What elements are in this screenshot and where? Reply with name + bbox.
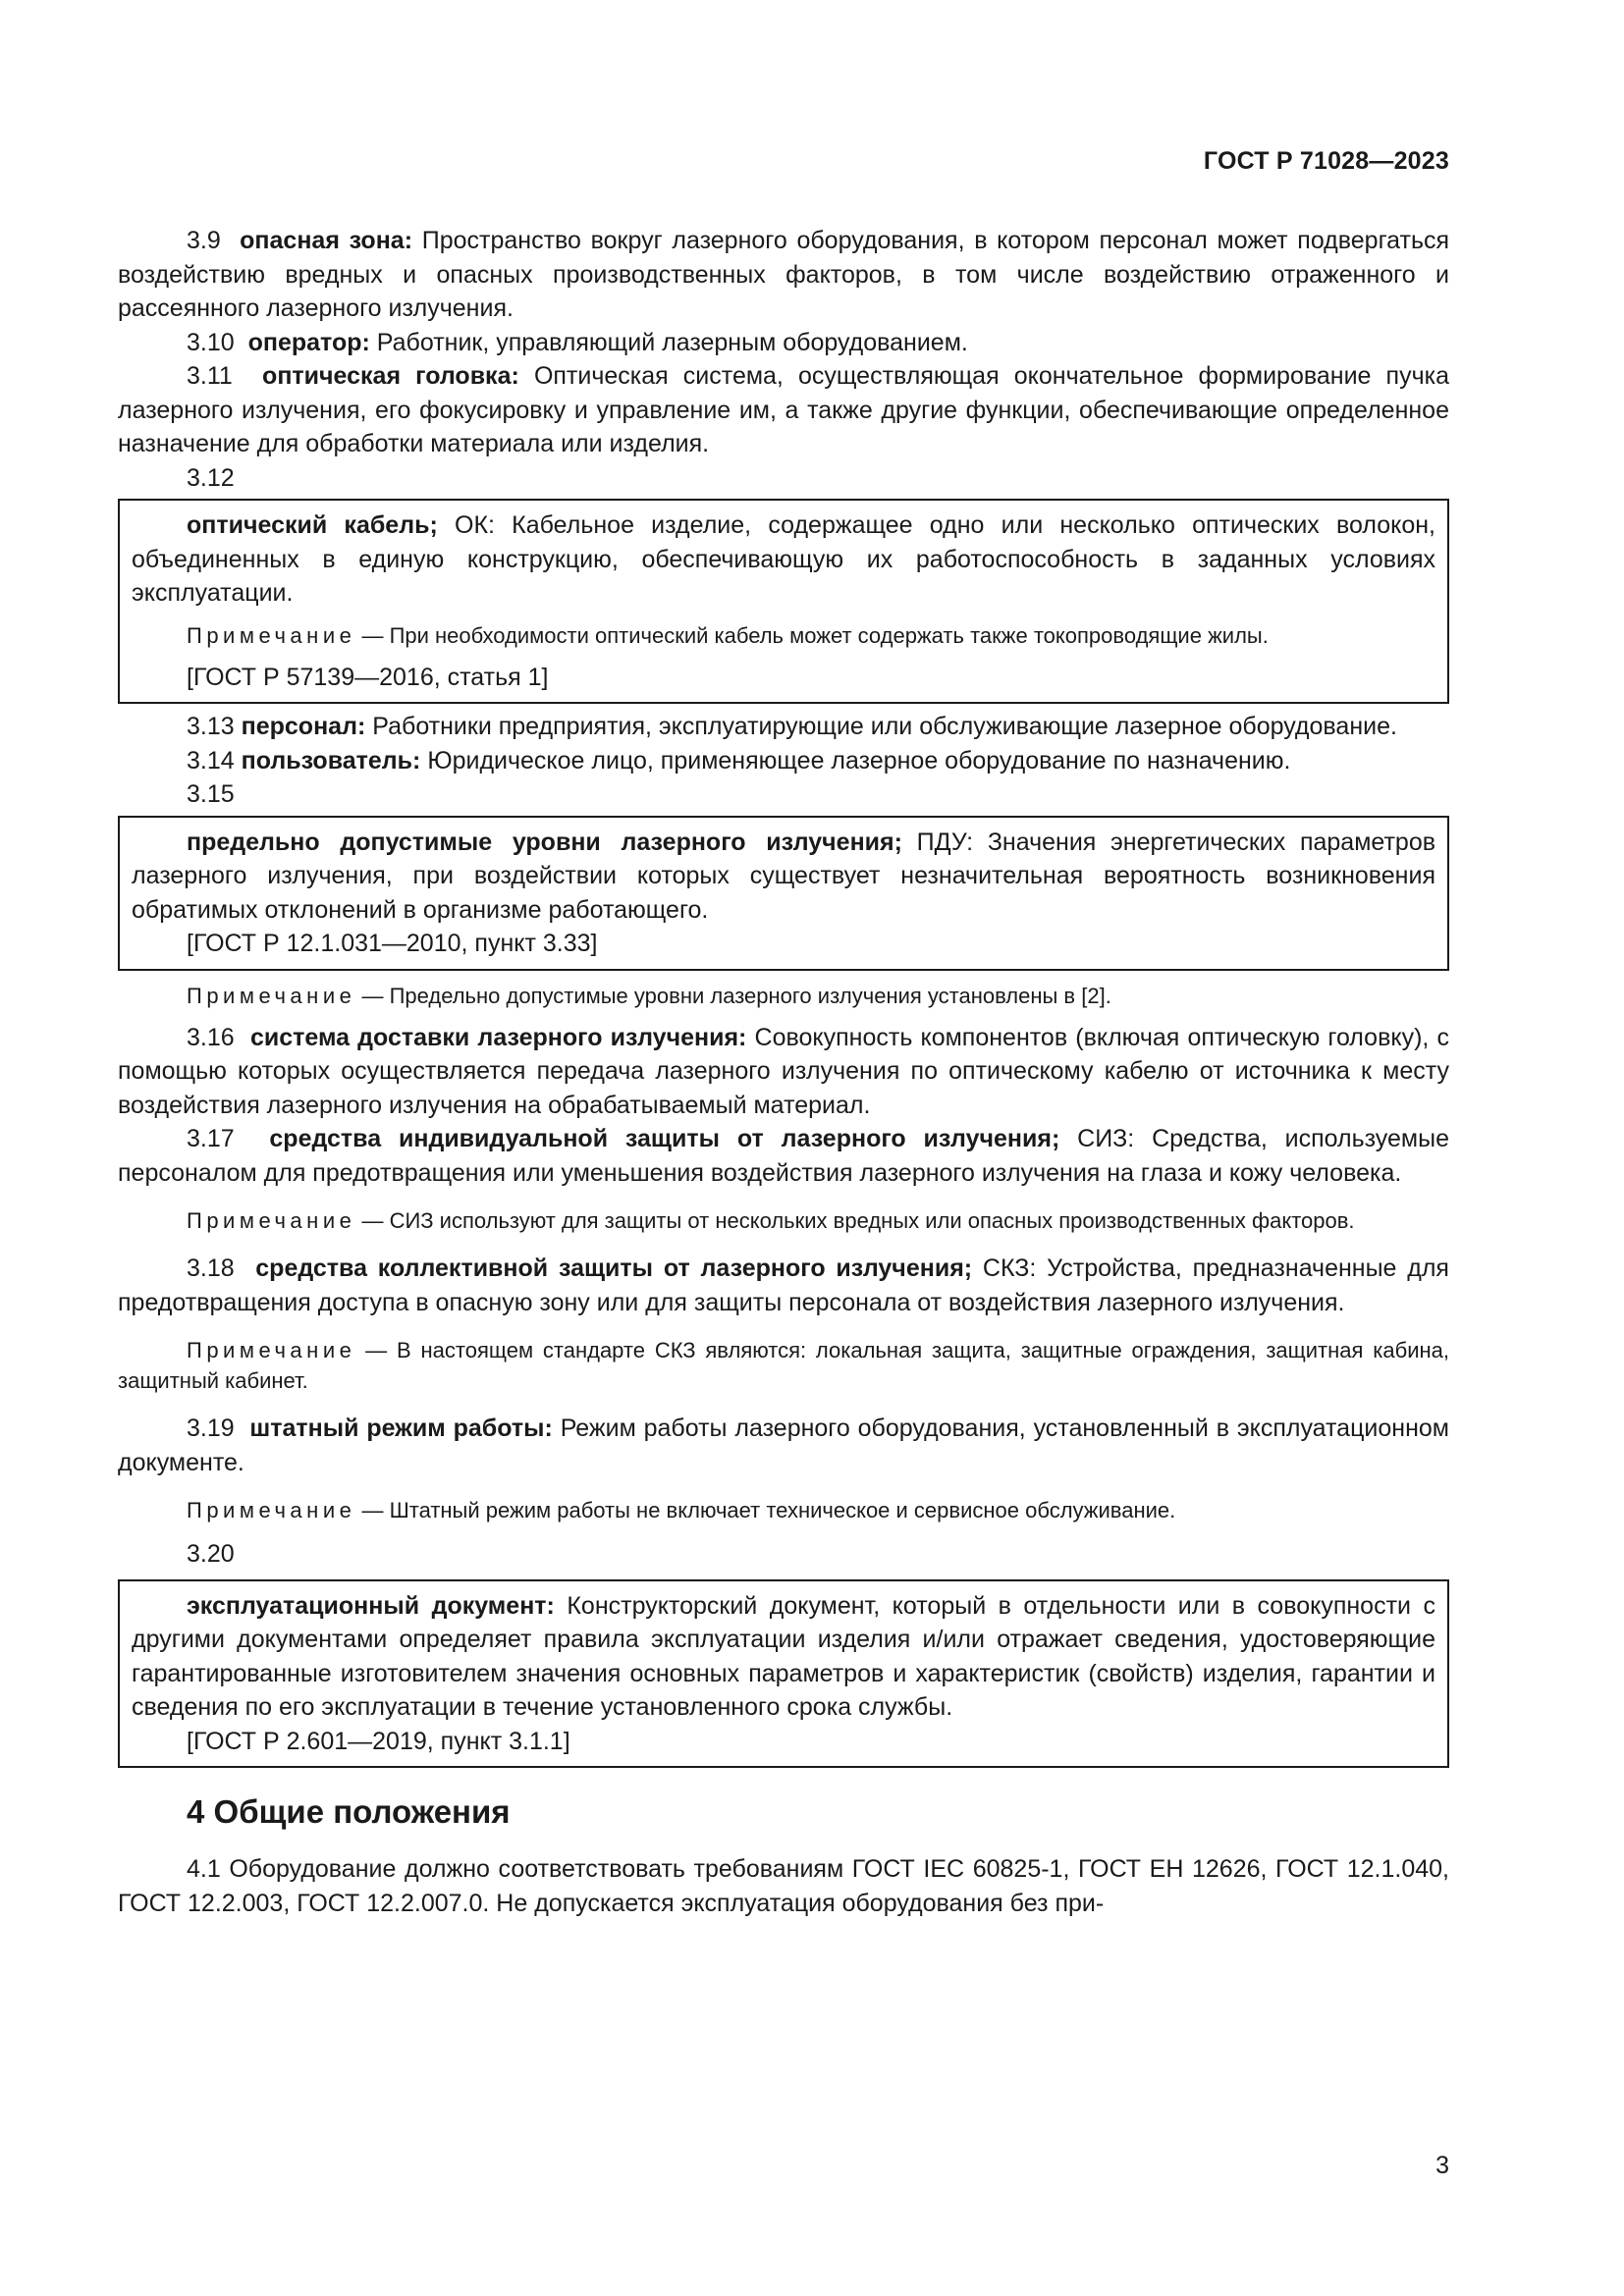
definition-number-3-12: 3.12 [187, 463, 235, 492]
note-3-17: Примечание — СИЗ используют для защиты от нескольких вредных или опасных производственных факторов. [187, 1208, 1355, 1233]
page-number: 3 [1435, 2152, 1449, 2179]
definition-3-18: 3.18 средства коллективной защиты от лазерного излучения; СКЗ: Устройства, предназначенные для предотвращения доступа в опасную зону или для защиты персонала от воздействия лазерного излучения. [118, 1255, 1449, 1316]
definition-box-3-15 [118, 816, 1449, 971]
definition-3-11: 3.11 оптическая головка: Оптическая система, осуществляющая окончательное формирование пучка лазерного излучения, его фокусировку и управление им, а также другие функции, обеспечивающие определенное назначение для обработки материала или изделия. [118, 362, 1450, 457]
source-3-12: [ГОСТ Р 57139—2016, статья 1] [187, 663, 549, 691]
note-3-18: Примечание — В настоящем стандарте СКЗ являются: локальная защита, защитные ограждения, защитная кабина, защитный кабинет. [118, 1338, 1449, 1393]
paragraph-4-1: 4.1 Оборудование должно соответствовать требованиям ГОСТ IEC 60825-1, ГОСТ ЕН 12626, ГОСТ 12.1.040, ГОСТ 12.2.003, ГОСТ 12.2.007.0. Не допускается эксплуатация оборудования без при- [118, 1855, 1449, 1917]
section-4-heading: 4 Общие положения [187, 1793, 511, 1830]
definition-3-15: предельно допустимые уровни лазерного излучения; ПДУ: Значения энергетических параметров лазерного излучения, при воздействии которых существует незначительная вероятность возникновения обратимых отклонений в организме работающего. [132, 828, 1436, 924]
definition-3-14: 3.14 пользователь: Юридическое лицо, применяющее лазерное оборудование по назначению. [187, 746, 1291, 774]
definition-3-20: эксплуатационный документ: Конструкторский документ, который в отдельности или в совокупности с другими документами определяет правила эксплуатации изделия и/или отражает сведения, удостоверяющие гарантированные изготовителем значения основных параметров и характеристик (свойств) изделия, гарантии и сведения по его эксплуатации в течение установленного срока службы. [132, 1591, 1435, 1721]
definition-3-17: 3.17 средства индивидуальной защиты от лазерного излучения; СИЗ: Средства, используемые персоналом для предотвращения или уменьшения воздействия лазерного излучения на глаза и кожу человека. [118, 1125, 1449, 1187]
source-3-20: [ГОСТ Р 2.601—2019, пункт 3.1.1] [187, 1727, 570, 1755]
source-3-15: [ГОСТ Р 12.1.031—2010, пункт 3.33] [187, 930, 598, 957]
definition-number-3-15: 3.15 [187, 780, 235, 808]
definition-3-9: 3.9 опасная зона: Пространство вокруг лазерного оборудования, в котором персонал может подвергаться воздействию вредных и опасных производственных факторов, в том числе воздействию отраженного и рассеянного лазерного излучения. [118, 227, 1450, 322]
definition-3-10: 3.10 оператор: Работник, управляющий лазерным оборудованием. [187, 328, 968, 356]
note-3-15: Примечание — Предельно допустимые уровни лазерного излучения установлены в [2]. [187, 983, 1111, 1008]
document-code: ГОСТ Р 71028—2023 [1203, 147, 1449, 175]
definition-3-16: 3.16 система доставки лазерного излучения: Совокупность компонентов (включая оптическую головку), с помощью которых осуществляется передача лазерного излучения по оптическому кабелю от источника к месту воздействия лазерного излучения на обрабатываемый материал. [118, 1023, 1449, 1119]
note-3-12: Примечание — При необходимости оптический кабель может содержать также токопроводящие жилы. [187, 622, 1269, 648]
definition-number-3-20: 3.20 [187, 1540, 235, 1568]
note-3-19: Примечание — Штатный режим работы не включает техническое и сервисное обслуживание. [187, 1498, 1176, 1522]
definition-box-3-12 [118, 499, 1449, 704]
definition-3-12: оптический кабель; ОК: Кабельное изделие, содержащее одно или несколько оптических волокон, объединенных в единую конструкцию, обеспечивающую их работоспособность в заданных условиях эксплуатации. [132, 511, 1435, 607]
definition-box-3-20 [118, 1579, 1449, 1769]
definition-3-13: 3.13 персонал: Работники предприятия, эксплуатирующие или обслуживающие лазерное оборудование. [187, 713, 1397, 740]
definition-3-19: 3.19 штатный режим работы: Режим работы лазерного оборудования, установленный в эксплуатационном документе. [118, 1415, 1449, 1476]
document-body [118, 224, 1449, 1920]
